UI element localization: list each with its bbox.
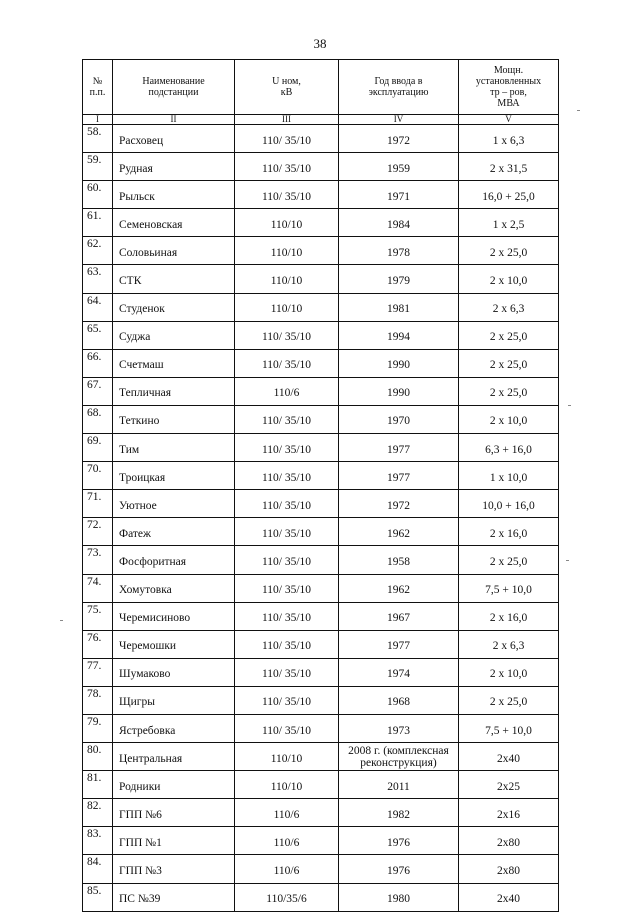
installed-power: 2 x 16,0	[459, 602, 559, 630]
row-number: 80.	[83, 743, 113, 771]
rated-voltage: 110/ 35/10	[235, 405, 339, 433]
commission-year: 1976	[339, 827, 459, 855]
substation-name: Щигры	[113, 686, 235, 714]
row-number: 75.	[83, 602, 113, 630]
table-row	[83, 434, 559, 462]
substations-table	[82, 59, 559, 912]
row-number: 58.	[83, 125, 113, 153]
header-name: Наименование подстанции	[113, 60, 235, 115]
row-number: 85.	[83, 883, 113, 911]
substation-name: Рыльск	[113, 181, 235, 209]
table-row	[83, 490, 559, 518]
rated-voltage: 110/ 35/10	[235, 349, 339, 377]
commission-year: 1972	[339, 490, 459, 518]
roman-numeral-row	[83, 115, 559, 125]
rated-voltage: 110/6	[235, 855, 339, 883]
substation-name: Шумаково	[113, 658, 235, 686]
commission-year: 1962	[339, 518, 459, 546]
table-row	[83, 827, 559, 855]
installed-power: 2 x 6,3	[459, 293, 559, 321]
row-number: 65.	[83, 321, 113, 349]
rated-voltage: 110/6	[235, 827, 339, 855]
installed-power: 7,5 + 10,0	[459, 574, 559, 602]
commission-year: 1970	[339, 405, 459, 433]
installed-power: 2x40	[459, 883, 559, 911]
installed-power: 2x25	[459, 771, 559, 799]
table-row	[83, 743, 559, 771]
rated-voltage: 110/ 35/10	[235, 434, 339, 462]
commission-year: 1962	[339, 574, 459, 602]
installed-power: 2x80	[459, 827, 559, 855]
table-row	[83, 546, 559, 574]
commission-year: 1967	[339, 602, 459, 630]
rated-voltage: 110/ 35/10	[235, 574, 339, 602]
table-row	[83, 265, 559, 293]
row-number: 82.	[83, 799, 113, 827]
substation-name: Соловьиная	[113, 237, 235, 265]
substation-name: ГПП №6	[113, 799, 235, 827]
installed-power: 2 x 25,0	[459, 237, 559, 265]
row-number: 62.	[83, 237, 113, 265]
table-row	[83, 377, 559, 405]
rated-voltage: 110/6	[235, 377, 339, 405]
header-row	[83, 60, 559, 115]
substation-name: Тим	[113, 434, 235, 462]
rated-voltage: 110/10	[235, 237, 339, 265]
roman-year: IV	[339, 115, 459, 125]
rated-voltage: 110/ 35/10	[235, 125, 339, 153]
substation-name: ГПП №3	[113, 855, 235, 883]
substation-name: Счетмаш	[113, 349, 235, 377]
rated-voltage: 110/ 35/10	[235, 153, 339, 181]
row-number: 71.	[83, 490, 113, 518]
row-number: 66.	[83, 349, 113, 377]
rated-voltage: 110/ 35/10	[235, 714, 339, 742]
commission-year: 1958	[339, 546, 459, 574]
row-number: 77.	[83, 658, 113, 686]
table-row	[83, 153, 559, 181]
scan-speck	[568, 405, 571, 406]
substation-name: Хомутовка	[113, 574, 235, 602]
row-number: 67.	[83, 377, 113, 405]
table-row	[83, 574, 559, 602]
substation-name: Студенок	[113, 293, 235, 321]
row-number: 78.	[83, 686, 113, 714]
table-row	[83, 883, 559, 911]
table-row	[83, 181, 559, 209]
rated-voltage: 110/10	[235, 293, 339, 321]
row-number: 84.	[83, 855, 113, 883]
table-row	[83, 405, 559, 433]
commission-year: 1984	[339, 209, 459, 237]
header-year: Год ввода в эксплуатацию	[339, 60, 459, 115]
commission-year: 1980	[339, 883, 459, 911]
row-number: 61.	[83, 209, 113, 237]
commission-year: 1976	[339, 855, 459, 883]
installed-power: 2 x 10,0	[459, 405, 559, 433]
installed-power: 2x16	[459, 799, 559, 827]
substation-name: Троицкая	[113, 462, 235, 490]
table-row	[83, 602, 559, 630]
row-number: 79.	[83, 714, 113, 742]
rated-voltage: 110/ 35/10	[235, 546, 339, 574]
installed-power: 2 x 16,0	[459, 518, 559, 546]
page-number: 38	[313, 36, 327, 51]
installed-power: 2 x 10,0	[459, 265, 559, 293]
installed-power: 7,5 + 10,0	[459, 714, 559, 742]
header-num: № п.п.	[83, 60, 113, 115]
commission-year: 1990	[339, 349, 459, 377]
row-number: 83.	[83, 827, 113, 855]
scan-speck	[577, 110, 580, 111]
commission-year: 1977	[339, 462, 459, 490]
table-row	[83, 293, 559, 321]
commission-year: 1971	[339, 181, 459, 209]
roman-num: I	[83, 115, 113, 125]
substation-name: Суджа	[113, 321, 235, 349]
row-number: 74.	[83, 574, 113, 602]
commission-year: 1990	[339, 377, 459, 405]
row-number: 72.	[83, 518, 113, 546]
header-power: Мощн. установленных тр – ров, МВА	[459, 60, 559, 115]
substation-name: Семеновская	[113, 209, 235, 237]
substation-name: Теткино	[113, 405, 235, 433]
table-row	[83, 658, 559, 686]
table-row	[83, 630, 559, 658]
rated-voltage: 110/ 35/10	[235, 181, 339, 209]
substation-name: Фосфоритная	[113, 546, 235, 574]
row-number: 69.	[83, 434, 113, 462]
table-body	[83, 125, 559, 912]
substation-name: Родники	[113, 771, 235, 799]
rated-voltage: 110/ 35/10	[235, 602, 339, 630]
row-number: 64.	[83, 293, 113, 321]
commission-year: 1959	[339, 153, 459, 181]
row-number: 60.	[83, 181, 113, 209]
commission-year: 1974	[339, 658, 459, 686]
installed-power: 2 x 10,0	[459, 658, 559, 686]
installed-power: 2 x 25,0	[459, 377, 559, 405]
commission-year: 1977	[339, 434, 459, 462]
installed-power: 2 x 25,0	[459, 321, 559, 349]
installed-power: 16,0 + 25,0	[459, 181, 559, 209]
rated-voltage: 110/ 35/10	[235, 490, 339, 518]
substation-name: Ястребовка	[113, 714, 235, 742]
rated-voltage: 110/ 35/10	[235, 686, 339, 714]
substation-name: Центральная	[113, 743, 235, 771]
substation-name: Черемисиново	[113, 602, 235, 630]
roman-voltage: III	[235, 115, 339, 125]
table-row	[83, 799, 559, 827]
commission-year: 1977	[339, 630, 459, 658]
installed-power: 2 x 25,0	[459, 546, 559, 574]
commission-year: 2008 г. (комплексная реконструкция)	[339, 743, 459, 771]
row-number: 81.	[83, 771, 113, 799]
commission-year: 1972	[339, 125, 459, 153]
commission-year: 1978	[339, 237, 459, 265]
header-voltage: U ном, кВ	[235, 60, 339, 115]
row-number: 59.	[83, 153, 113, 181]
substation-name: Расховец	[113, 125, 235, 153]
table-row	[83, 237, 559, 265]
substation-name: ГПП №1	[113, 827, 235, 855]
substation-name: Рудная	[113, 153, 235, 181]
table-row	[83, 462, 559, 490]
row-number: 70.	[83, 462, 113, 490]
substation-name: Черемошки	[113, 630, 235, 658]
installed-power: 1 x 6,3	[459, 125, 559, 153]
table-row	[83, 349, 559, 377]
substation-name: ПС №39	[113, 883, 235, 911]
row-number: 63.	[83, 265, 113, 293]
substation-name: Уютное	[113, 490, 235, 518]
installed-power: 2 x 25,0	[459, 349, 559, 377]
rated-voltage: 110/10	[235, 771, 339, 799]
substation-name: Тепличная	[113, 377, 235, 405]
commission-year: 1982	[339, 799, 459, 827]
installed-power: 2 x 31,5	[459, 153, 559, 181]
installed-power: 2x40	[459, 743, 559, 771]
row-number: 76.	[83, 630, 113, 658]
table-row	[83, 518, 559, 546]
installed-power: 2x80	[459, 855, 559, 883]
scan-speck	[566, 560, 569, 561]
table-row	[83, 125, 559, 153]
table-row	[83, 771, 559, 799]
table-row	[83, 209, 559, 237]
rated-voltage: 110/10	[235, 209, 339, 237]
commission-year: 1979	[339, 265, 459, 293]
row-number: 73.	[83, 546, 113, 574]
rated-voltage: 110/ 35/10	[235, 462, 339, 490]
commission-year: 1981	[339, 293, 459, 321]
table-row	[83, 855, 559, 883]
table-row	[83, 686, 559, 714]
rated-voltage: 110/ 35/10	[235, 658, 339, 686]
installed-power: 1 x 10,0	[459, 462, 559, 490]
substation-name: СТК	[113, 265, 235, 293]
rated-voltage: 110/ 35/10	[235, 321, 339, 349]
commission-year: 1973	[339, 714, 459, 742]
commission-year: 1968	[339, 686, 459, 714]
row-number: 68.	[83, 405, 113, 433]
installed-power: 1 x 2,5	[459, 209, 559, 237]
commission-year: 2011	[339, 771, 459, 799]
roman-power: V	[459, 115, 559, 125]
rated-voltage: 110/10	[235, 743, 339, 771]
table-row	[83, 714, 559, 742]
roman-name: II	[113, 115, 235, 125]
installed-power: 2 x 25,0	[459, 686, 559, 714]
rated-voltage: 110/ 35/10	[235, 518, 339, 546]
rated-voltage: 110/6	[235, 799, 339, 827]
rated-voltage: 110/10	[235, 265, 339, 293]
substation-name: Фатеж	[113, 518, 235, 546]
table-row	[83, 321, 559, 349]
commission-year: 1994	[339, 321, 459, 349]
installed-power: 10,0 + 16,0	[459, 490, 559, 518]
installed-power: 2 x 6,3	[459, 630, 559, 658]
rated-voltage: 110/ 35/10	[235, 630, 339, 658]
scan-speck	[60, 620, 63, 621]
rated-voltage: 110/35/6	[235, 883, 339, 911]
installed-power: 6,3 + 16,0	[459, 434, 559, 462]
